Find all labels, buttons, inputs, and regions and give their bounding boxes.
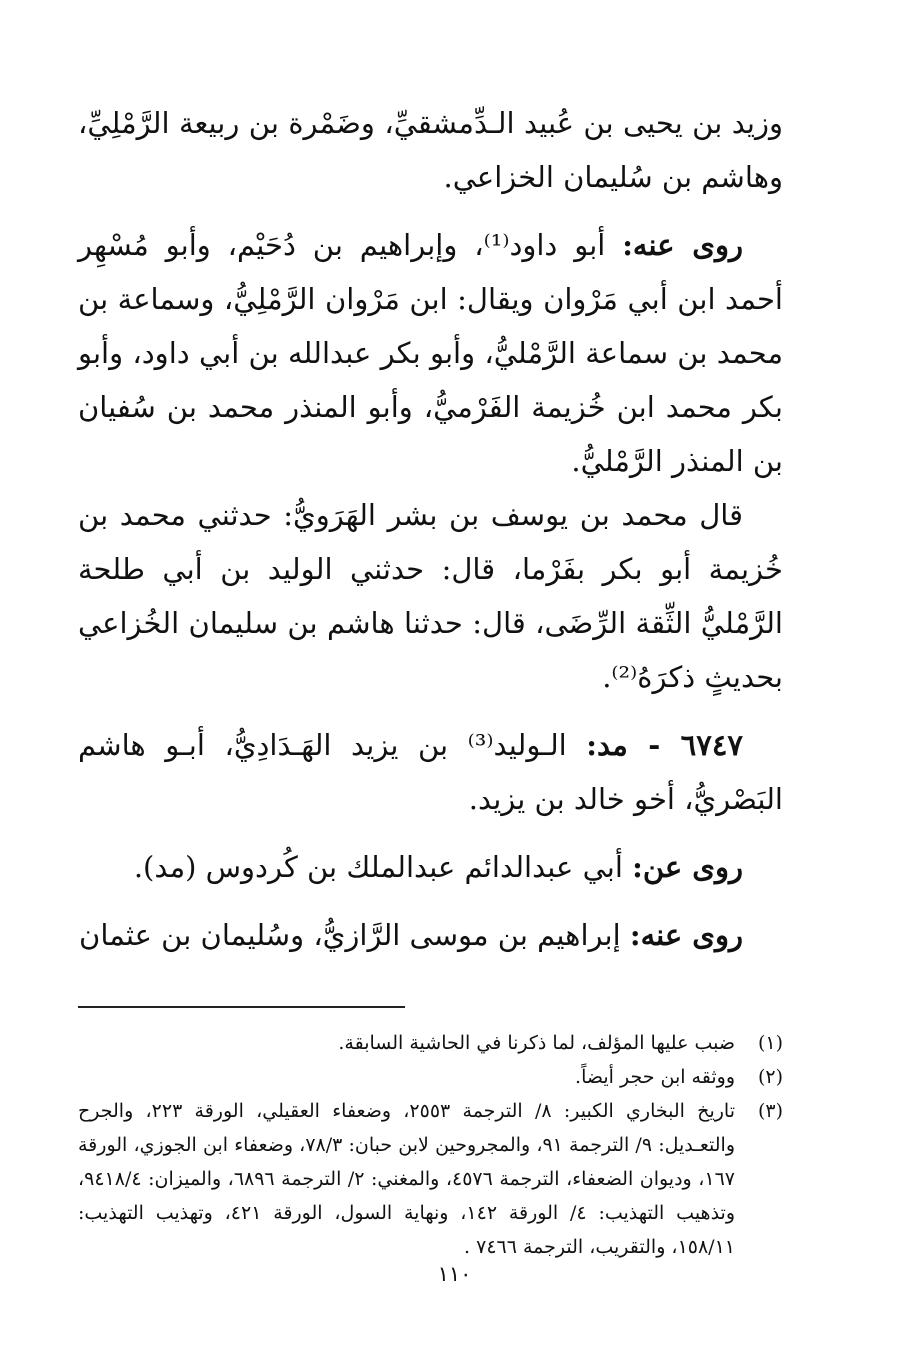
- footnotes: [78, 1026, 783, 1264]
- narrated-by-label: روى عنه:: [622, 228, 743, 262]
- entry-text: الـوليد⁽³⁾ بن يزيد الهَـدَادِيُّ، أبـو هاشم البَصْريُّ، أخو خالد بن يزيد.: [78, 728, 783, 816]
- entry-number: ٦٧٤٧ - مد:: [586, 728, 743, 762]
- paragraph-narrated-by: [78, 218, 783, 488]
- footnote-text: ضبب عليها المؤلف، لما ذكرنا في الحاشية السابقة.: [338, 1032, 735, 1054]
- footnote-separator: [78, 1006, 405, 1008]
- paragraph-narrated-from: [78, 840, 783, 894]
- footnote-item: [78, 1094, 783, 1264]
- paragraph-narrated-by-2: [78, 908, 783, 962]
- footnote-number: (٢): [757, 1066, 783, 1088]
- narrated-by-label-2: روى عنه:: [629, 918, 743, 952]
- narrated-from-text: أبي عبدالدائم عبدالملك بن كُردوس (مد).: [133, 850, 623, 884]
- main-text: [78, 96, 783, 962]
- paragraph-entry-6747: [78, 718, 783, 826]
- paragraph-narrators-end: وزيد بن يحيى بن عُبيد الـدِّمشقيِّ، وضَمْرة بن ربيعة الرَّمْلِيِّ، وهاشم بن سُليمان الخزاعي.: [78, 106, 783, 194]
- footnote-item: [78, 1026, 783, 1060]
- footnote-number: (١): [757, 1032, 783, 1054]
- footnote-item: [78, 1060, 783, 1094]
- footnote-text: تاريخ البخاري الكبير: ٨/ الترجمة ٢٥٥٣، وضعفاء العقيلي، الورقة ٢٢٣، والجرح والتعـديل: ٩/ الترجمة ٩١، والمجروحين لابن حبان: ٧٨/٣، وضعفاء ابن الجوزي، الورقة ١٦٧، وديوان الضعفاء، الترجمة ٤٥٧٦، والمغني: ٢/ الترجمة ٦٨٩٦، والميزان: ٩٤١٨/٤، وتذهيب التهذيب: ٤/ الورقة ١٤٢، ونهاية السول، الورقة ٤٢١، وتهذيب التهذيب: ١٥٨/١١، والتقريب، الترجمة ٧٤٦٦ .: [78, 1100, 736, 1258]
- page-number: ١١٠: [437, 1262, 472, 1286]
- narrated-from-label: روى عن:: [632, 850, 743, 884]
- narrated-by-text-2: إبراهيم بن موسى الرَّازيُّ، وسُليمان بن عثمان: [79, 918, 621, 952]
- footnote-text: ووثقه ابن حجر أيضاً.: [575, 1066, 735, 1088]
- footnote-number: (٣): [757, 1100, 783, 1122]
- book-page: [78, 96, 783, 1264]
- paragraph-quote: قال محمد بن يوسف بن بشر الهَرَويُّ: حدثني محمد بن خُزيمة أبو بكر بفَرْما، قال: حدثني الوليد بن أبي طلحة الرَّمْليُّ الثِّقة الرِّضَى، قال: حدثنا هاشم بن سليمان الخُزاعي بحديثٍ ذكرَهُ⁽²⁾.: [78, 498, 783, 694]
- narrated-by-text: أبو داود⁽¹⁾، وإبراهيم بن دُحَيْم، وأبو مُسْهِر أحمد ابن أبي مَرْوان ويقال: ابن مَرْوان الرَّمْلِيُّ، وسماعة بن محمد بن سماعة الرَّمْليُّ، وأبو بكر عبدالله بن أبي داود، وأبو بكر محمد ابن خُزيمة الفَرْميُّ، وأبو المنذر محمد بن سُفيان بن المنذر الرَّمْليُّ.: [78, 228, 783, 478]
